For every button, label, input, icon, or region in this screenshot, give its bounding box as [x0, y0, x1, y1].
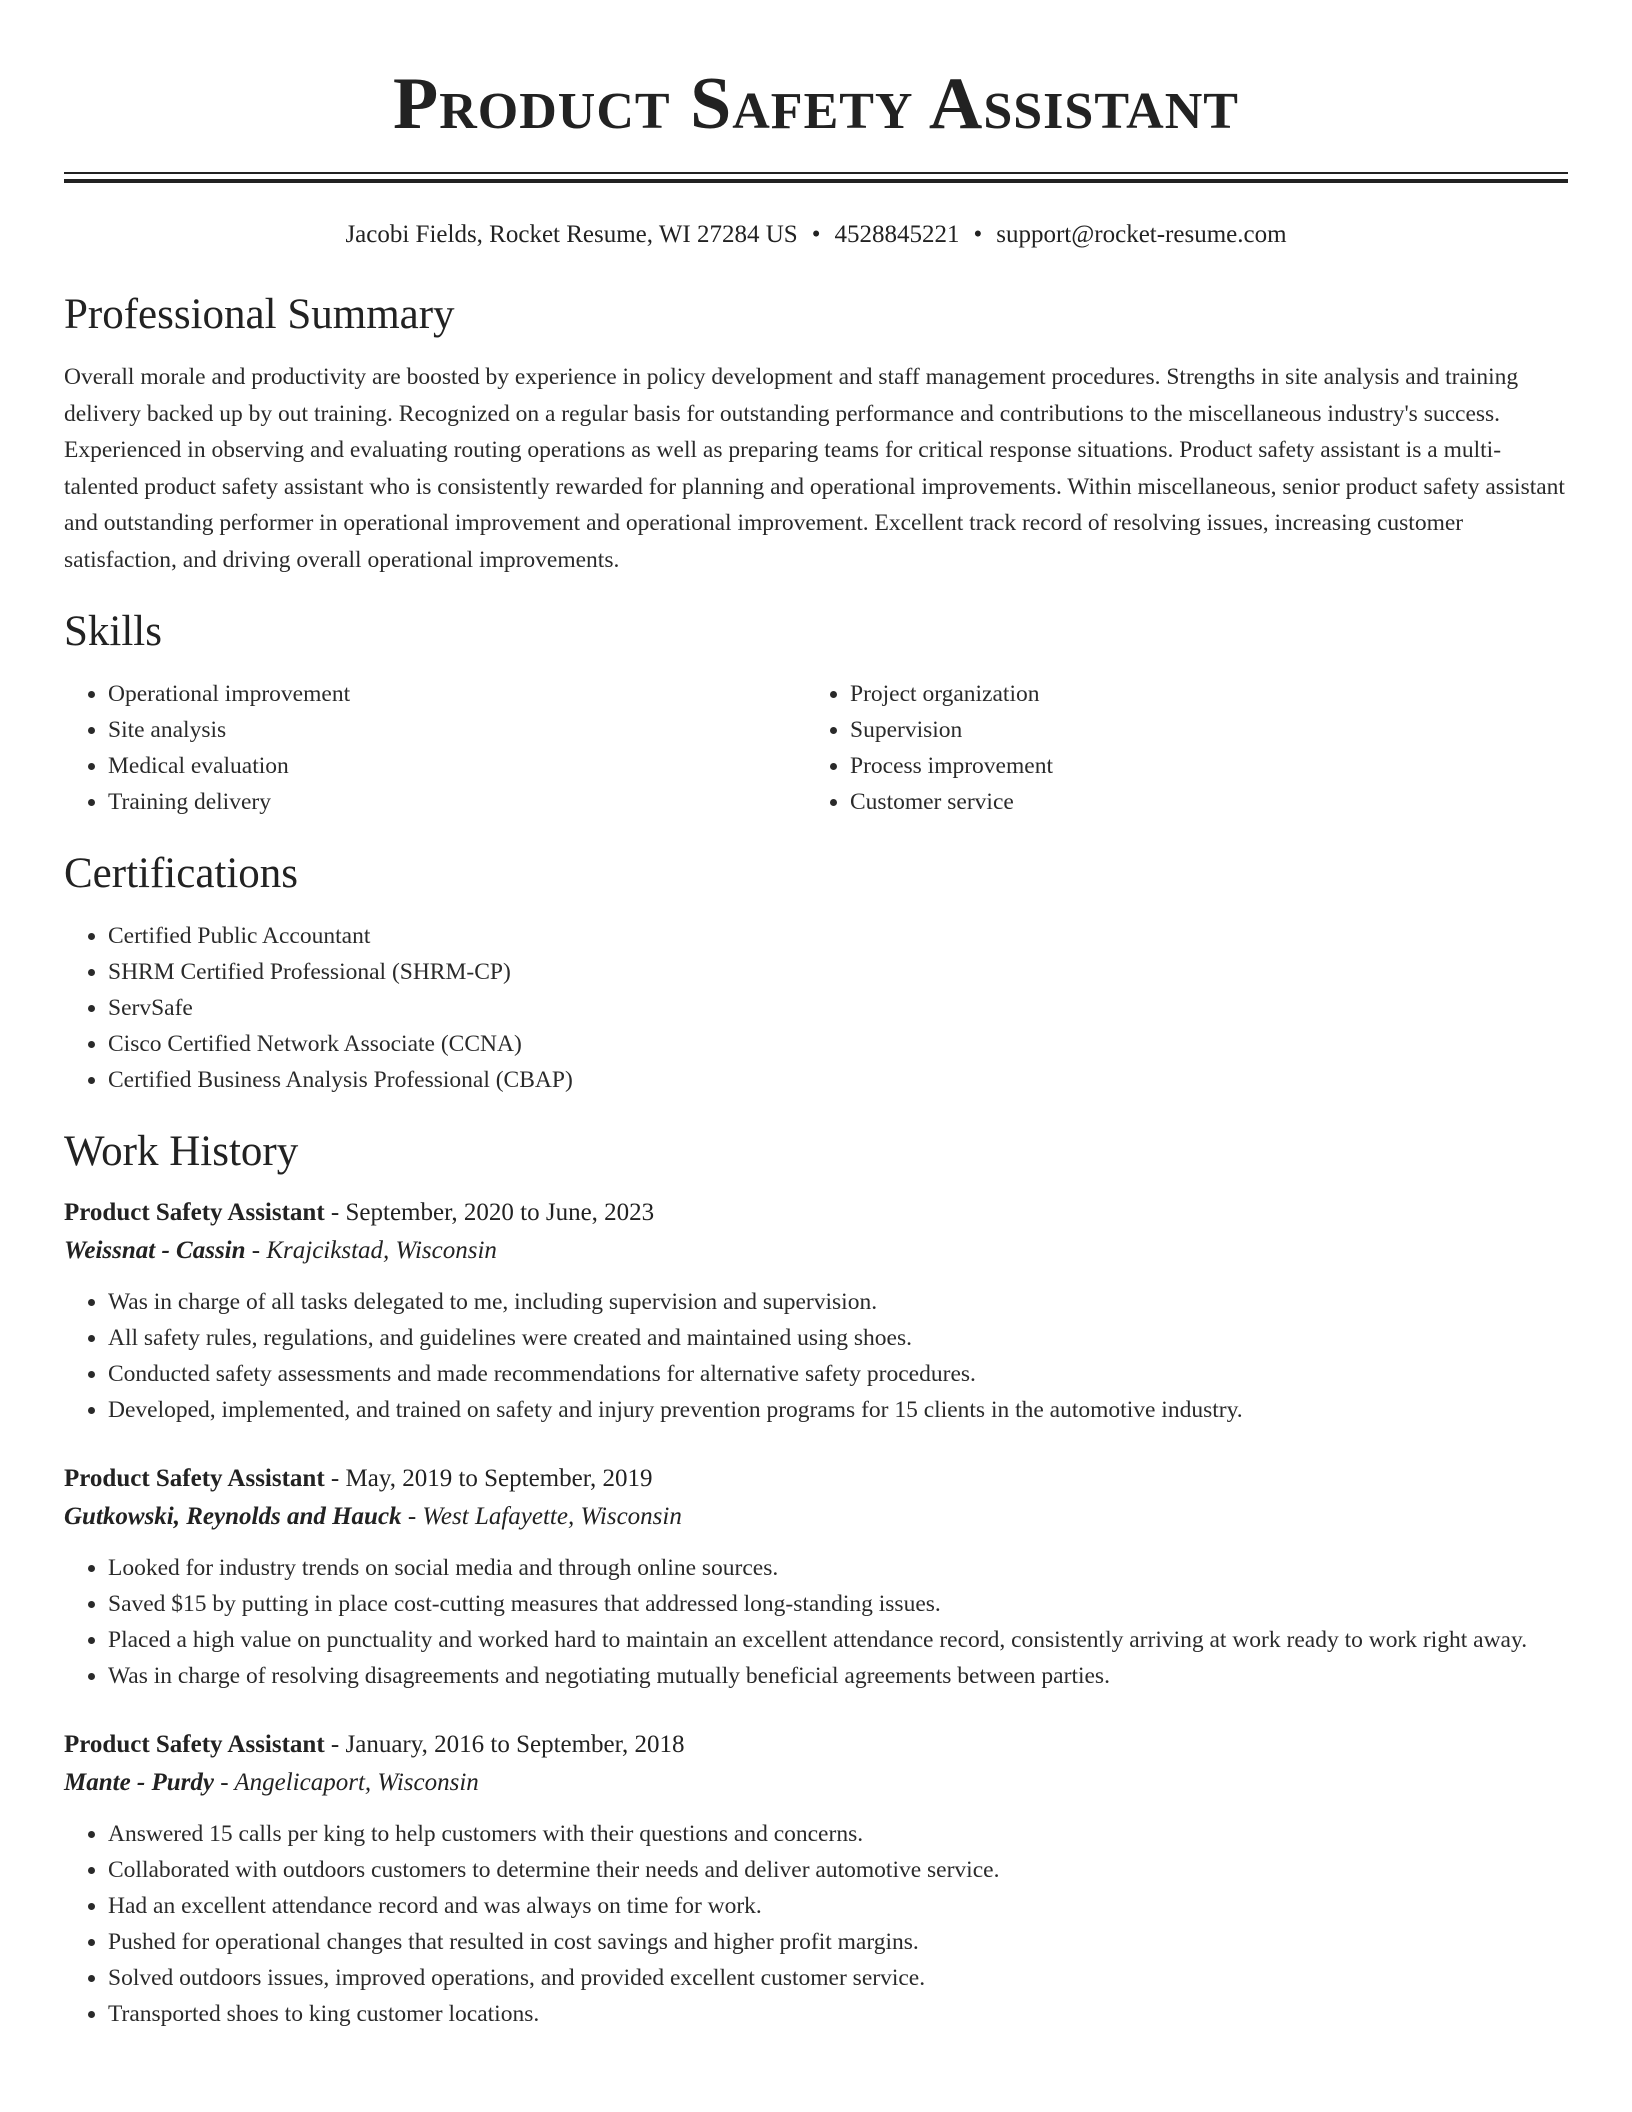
job-company: Mante - Purdy	[64, 1769, 214, 1796]
job-title-line	[64, 1460, 1568, 1498]
job-bullet: • Placed a high value on punctuality and worked hard to maintain an excellent attendance record, consistently arriving at work ready to work right away.	[108, 1622, 1568, 1658]
job-bullet: • All safety rules, regulations, and guidelines were created and maintained using shoes.	[108, 1320, 1568, 1356]
job-role: Product Safety Assistant	[64, 1731, 325, 1758]
job-company-line	[64, 1764, 1568, 1802]
certification-item: • SHRM Certified Professional (SHRM-CP)	[108, 954, 1568, 990]
job-dates: - September, 2020 to June, 2023	[324, 1199, 655, 1226]
job-bullet: • Collaborated with outdoors customers to determine their needs and deliver automotive service.	[108, 1852, 1568, 1888]
resume-page	[64, 0, 1568, 2032]
job-entry	[64, 1726, 1568, 2032]
job-role: Product Safety Assistant	[64, 1199, 325, 1226]
certification-item: • Certified Public Accountant	[108, 918, 1568, 954]
job-bullets	[64, 1284, 1568, 1428]
skill-item: • Process improvement	[850, 748, 1548, 784]
skill-item: • Supervision	[850, 712, 1548, 748]
job-dates: - May, 2019 to September, 2019	[324, 1465, 653, 1492]
skill-item: • Operational improvement	[108, 676, 806, 712]
skills-list	[64, 676, 1568, 820]
resume-title: Product Safety Assistant	[393, 63, 1239, 145]
skills-column-left	[64, 676, 806, 820]
certification-item: • Certified Business Analysis Professional (CBAP)	[108, 1062, 1568, 1098]
contact-separator: •	[973, 221, 983, 248]
job-title-line	[64, 1726, 1568, 1764]
job-bullet: • Developed, implemented, and trained on safety and injury prevention programs for 15 clients in the automotive industry.	[108, 1392, 1568, 1428]
skill-item: • Project organization	[850, 676, 1548, 712]
contact-line	[64, 219, 1568, 251]
summary-text: Overall morale and productivity are boosted by experience in policy development and staff management procedures. Strengths in site analysis and training delivery backed up by out training. Recognized on a regular basis for outstanding performance and contributions to the miscellaneous industry's success. Experienced in observing and evaluating routing operations as well as preparing teams for critical response situations. Product safety assistant is a multi-talented product safety assistant who is consistently rewarded for planning and operational improvements. Within miscellaneous, senior product safety assistant and outstanding performer in operational improvement and operational improvement. Excellent track record of resolving issues, increasing customer satisfaction, and driving overall operational improvements.	[64, 364, 1565, 573]
work-history-heading: Work History	[64, 1128, 299, 1175]
job-bullet: • Saved $15 by putting in place cost-cutting measures that addressed long-standing issues.	[108, 1586, 1568, 1622]
job-bullet: • Answered 15 calls per king to help customers with their questions and concerns.	[108, 1816, 1568, 1852]
certifications-heading: Certifications	[64, 850, 299, 897]
job-location: - West Lafayette, Wisconsin	[401, 1503, 682, 1530]
summary-heading: Professional Summary	[64, 291, 455, 338]
skill-item: • Site analysis	[108, 712, 806, 748]
contact-separator: •	[811, 221, 821, 248]
job-bullet: • Had an excellent attendance record and was always on time for work.	[108, 1888, 1568, 1924]
job-location: - Angelicaport, Wisconsin	[214, 1769, 479, 1796]
job-bullets	[64, 1816, 1568, 2032]
job-company-line	[64, 1498, 1568, 1536]
job-bullet: • Conducted safety assessments and made recommendations for alternative safety procedures.	[108, 1356, 1568, 1392]
job-role: Product Safety Assistant	[64, 1465, 325, 1492]
skill-item: • Customer service	[850, 784, 1548, 820]
job-bullet: • Was in charge of all tasks delegated to me, including supervision and supervision.	[108, 1284, 1568, 1320]
contact-address: Jacobi Fields, Rocket Resume, WI 27284 US	[345, 221, 798, 248]
job-bullets	[64, 1550, 1568, 1694]
contact-email[interactable]: support@rocket-resume.com	[996, 221, 1287, 248]
certifications-list	[64, 918, 1568, 1098]
certification-item: • ServSafe	[108, 990, 1568, 1026]
job-entry	[64, 1194, 1568, 1428]
certification-item: • Cisco Certified Network Associate (CCNA)	[108, 1026, 1568, 1062]
job-dates: - January, 2016 to September, 2018	[324, 1731, 685, 1758]
job-location: - Krajcikstad, Wisconsin	[245, 1237, 497, 1264]
job-company: Weissnat - Cassin	[64, 1237, 246, 1264]
job-company-line	[64, 1232, 1568, 1270]
job-bullet: • Pushed for operational changes that resulted in cost savings and higher profit margins.	[108, 1924, 1568, 1960]
skills-heading: Skills	[64, 608, 162, 655]
title-divider	[64, 172, 1568, 183]
job-bullet: • Looked for industry trends on social media and through online sources.	[108, 1550, 1568, 1586]
job-entry	[64, 1460, 1568, 1694]
contact-phone: 4528845221	[834, 221, 960, 248]
job-bullet: • Transported shoes to king customer locations.	[108, 1996, 1568, 2032]
job-bullet: • Solved outdoors issues, improved operations, and provided excellent customer service.	[108, 1960, 1568, 1996]
skill-item: • Medical evaluation	[108, 748, 806, 784]
job-bullet: • Was in charge of resolving disagreements and negotiating mutually beneficial agreements between parties.	[108, 1658, 1568, 1694]
job-company: Gutkowski, Reynolds and Hauck	[64, 1503, 402, 1530]
skill-item: • Training delivery	[108, 784, 806, 820]
job-title-line	[64, 1194, 1568, 1232]
skills-column-right	[806, 676, 1548, 820]
